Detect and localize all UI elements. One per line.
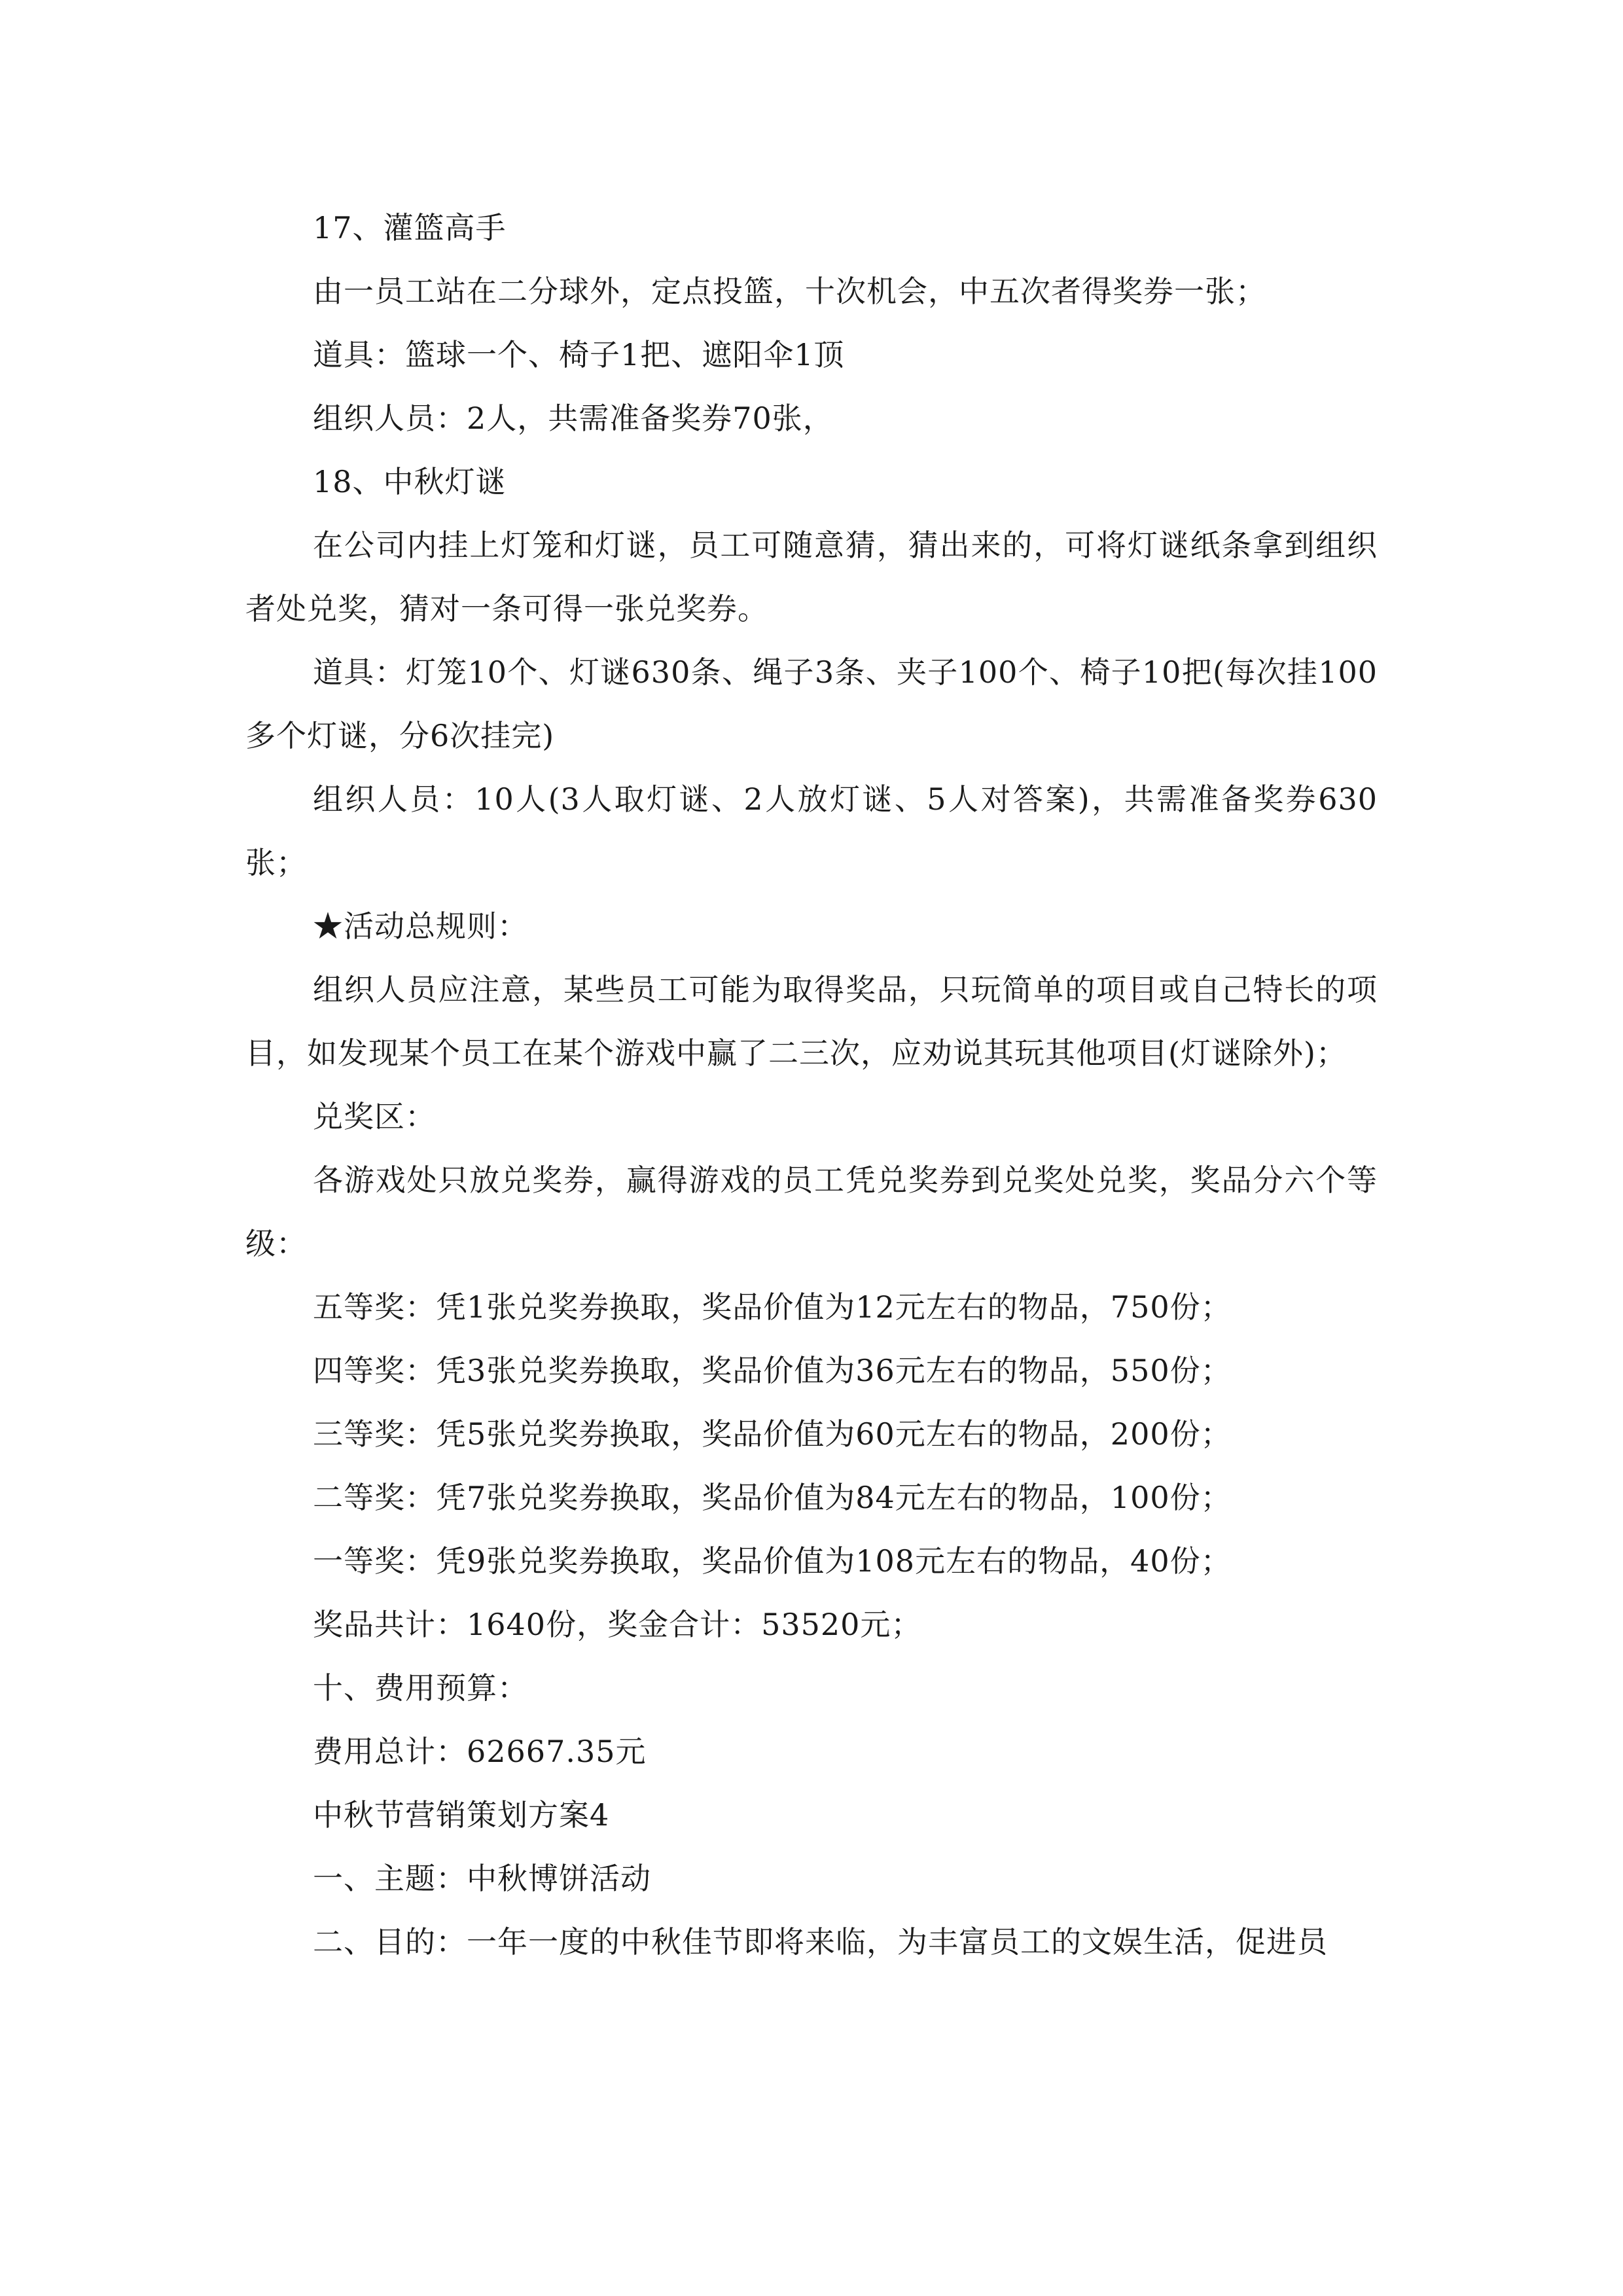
heading-lantern-riddles: 18、中秋灯谜	[313, 464, 507, 499]
prize-second: 二等奖：凭7张兑奖券换取，奖品价值为84元左右的物品，100份；	[313, 1480, 1232, 1515]
paragraph-lantern-staff: 组织人员：10人(3人取灯谜、2人放灯谜、5人对答案)，共需准备奖券630张；	[245, 781, 1378, 880]
plan-4-theme: 一、主题：中秋博饼活动	[313, 1861, 651, 1896]
paragraph-lantern-rules: 在公司内挂上灯笼和灯谜，员工可随意猜，猜出来的，可将灯谜纸条拿到组织者处兑奖，猜对一条可得一张兑奖券。	[245, 528, 1378, 626]
paragraph-slam-dunk-staff: 组织人员：2人，共需准备奖券70张，	[313, 401, 834, 436]
paragraph-slam-dunk-rules: 由一员工站在二分球外，定点投篮，十次机会，中五次者得奖券一张；	[313, 274, 1266, 309]
document-page	[245, 196, 1378, 1974]
paragraph-general-rules: 组织人员应注意，某些员工可能为取得奖品，只玩简单的项目或自己特长的项目，如发现某个员工在某个游戏中赢了二三次，应劝说其玩其他项目(灯谜除外)；	[245, 972, 1378, 1071]
prize-third: 三等奖：凭5张兑奖券换取，奖品价值为60元左右的物品，200份；	[313, 1416, 1232, 1452]
paragraph-lantern-props: 道具：灯笼10个、灯谜630条、绳子3条、夹子100个、椅子10把(每次挂100多个灯谜，分6次挂完)	[245, 655, 1378, 753]
heading-general-rules: ★活动总规则：	[313, 908, 528, 944]
prize-fourth: 四等奖：凭3张兑奖券换取，奖品价值为36元左右的物品，550份；	[313, 1353, 1232, 1388]
budget-total: 费用总计：62667.35元	[313, 1734, 647, 1769]
heading-plan-4: 中秋节营销策划方案4	[313, 1797, 610, 1833]
paragraph-redemption-rules: 各游戏处只放兑奖券，赢得游戏的员工凭兑奖券到兑奖处兑奖，奖品分六个等级：	[245, 1162, 1378, 1261]
plan-4-purpose: 二、目的：一年一度的中秋佳节即将来临，为丰富员工的文娱生活，促进员	[313, 1924, 1328, 1960]
heading-redemption-area: 兑奖区：	[313, 1099, 436, 1134]
prize-total: 奖品共计：1640份，奖金合计：53520元；	[313, 1607, 922, 1642]
paragraph-slam-dunk-props: 道具：篮球一个、椅子1把、遮阳伞1顶	[313, 337, 845, 372]
heading-budget: 十、费用预算：	[313, 1670, 528, 1706]
heading-slam-dunk: 17、灌篮高手	[313, 210, 507, 245]
prize-fifth: 五等奖：凭1张兑奖券换取，奖品价值为12元左右的物品，750份；	[313, 1289, 1232, 1325]
prize-first: 一等奖：凭9张兑奖券换取，奖品价值为108元左右的物品，40份；	[313, 1543, 1232, 1579]
